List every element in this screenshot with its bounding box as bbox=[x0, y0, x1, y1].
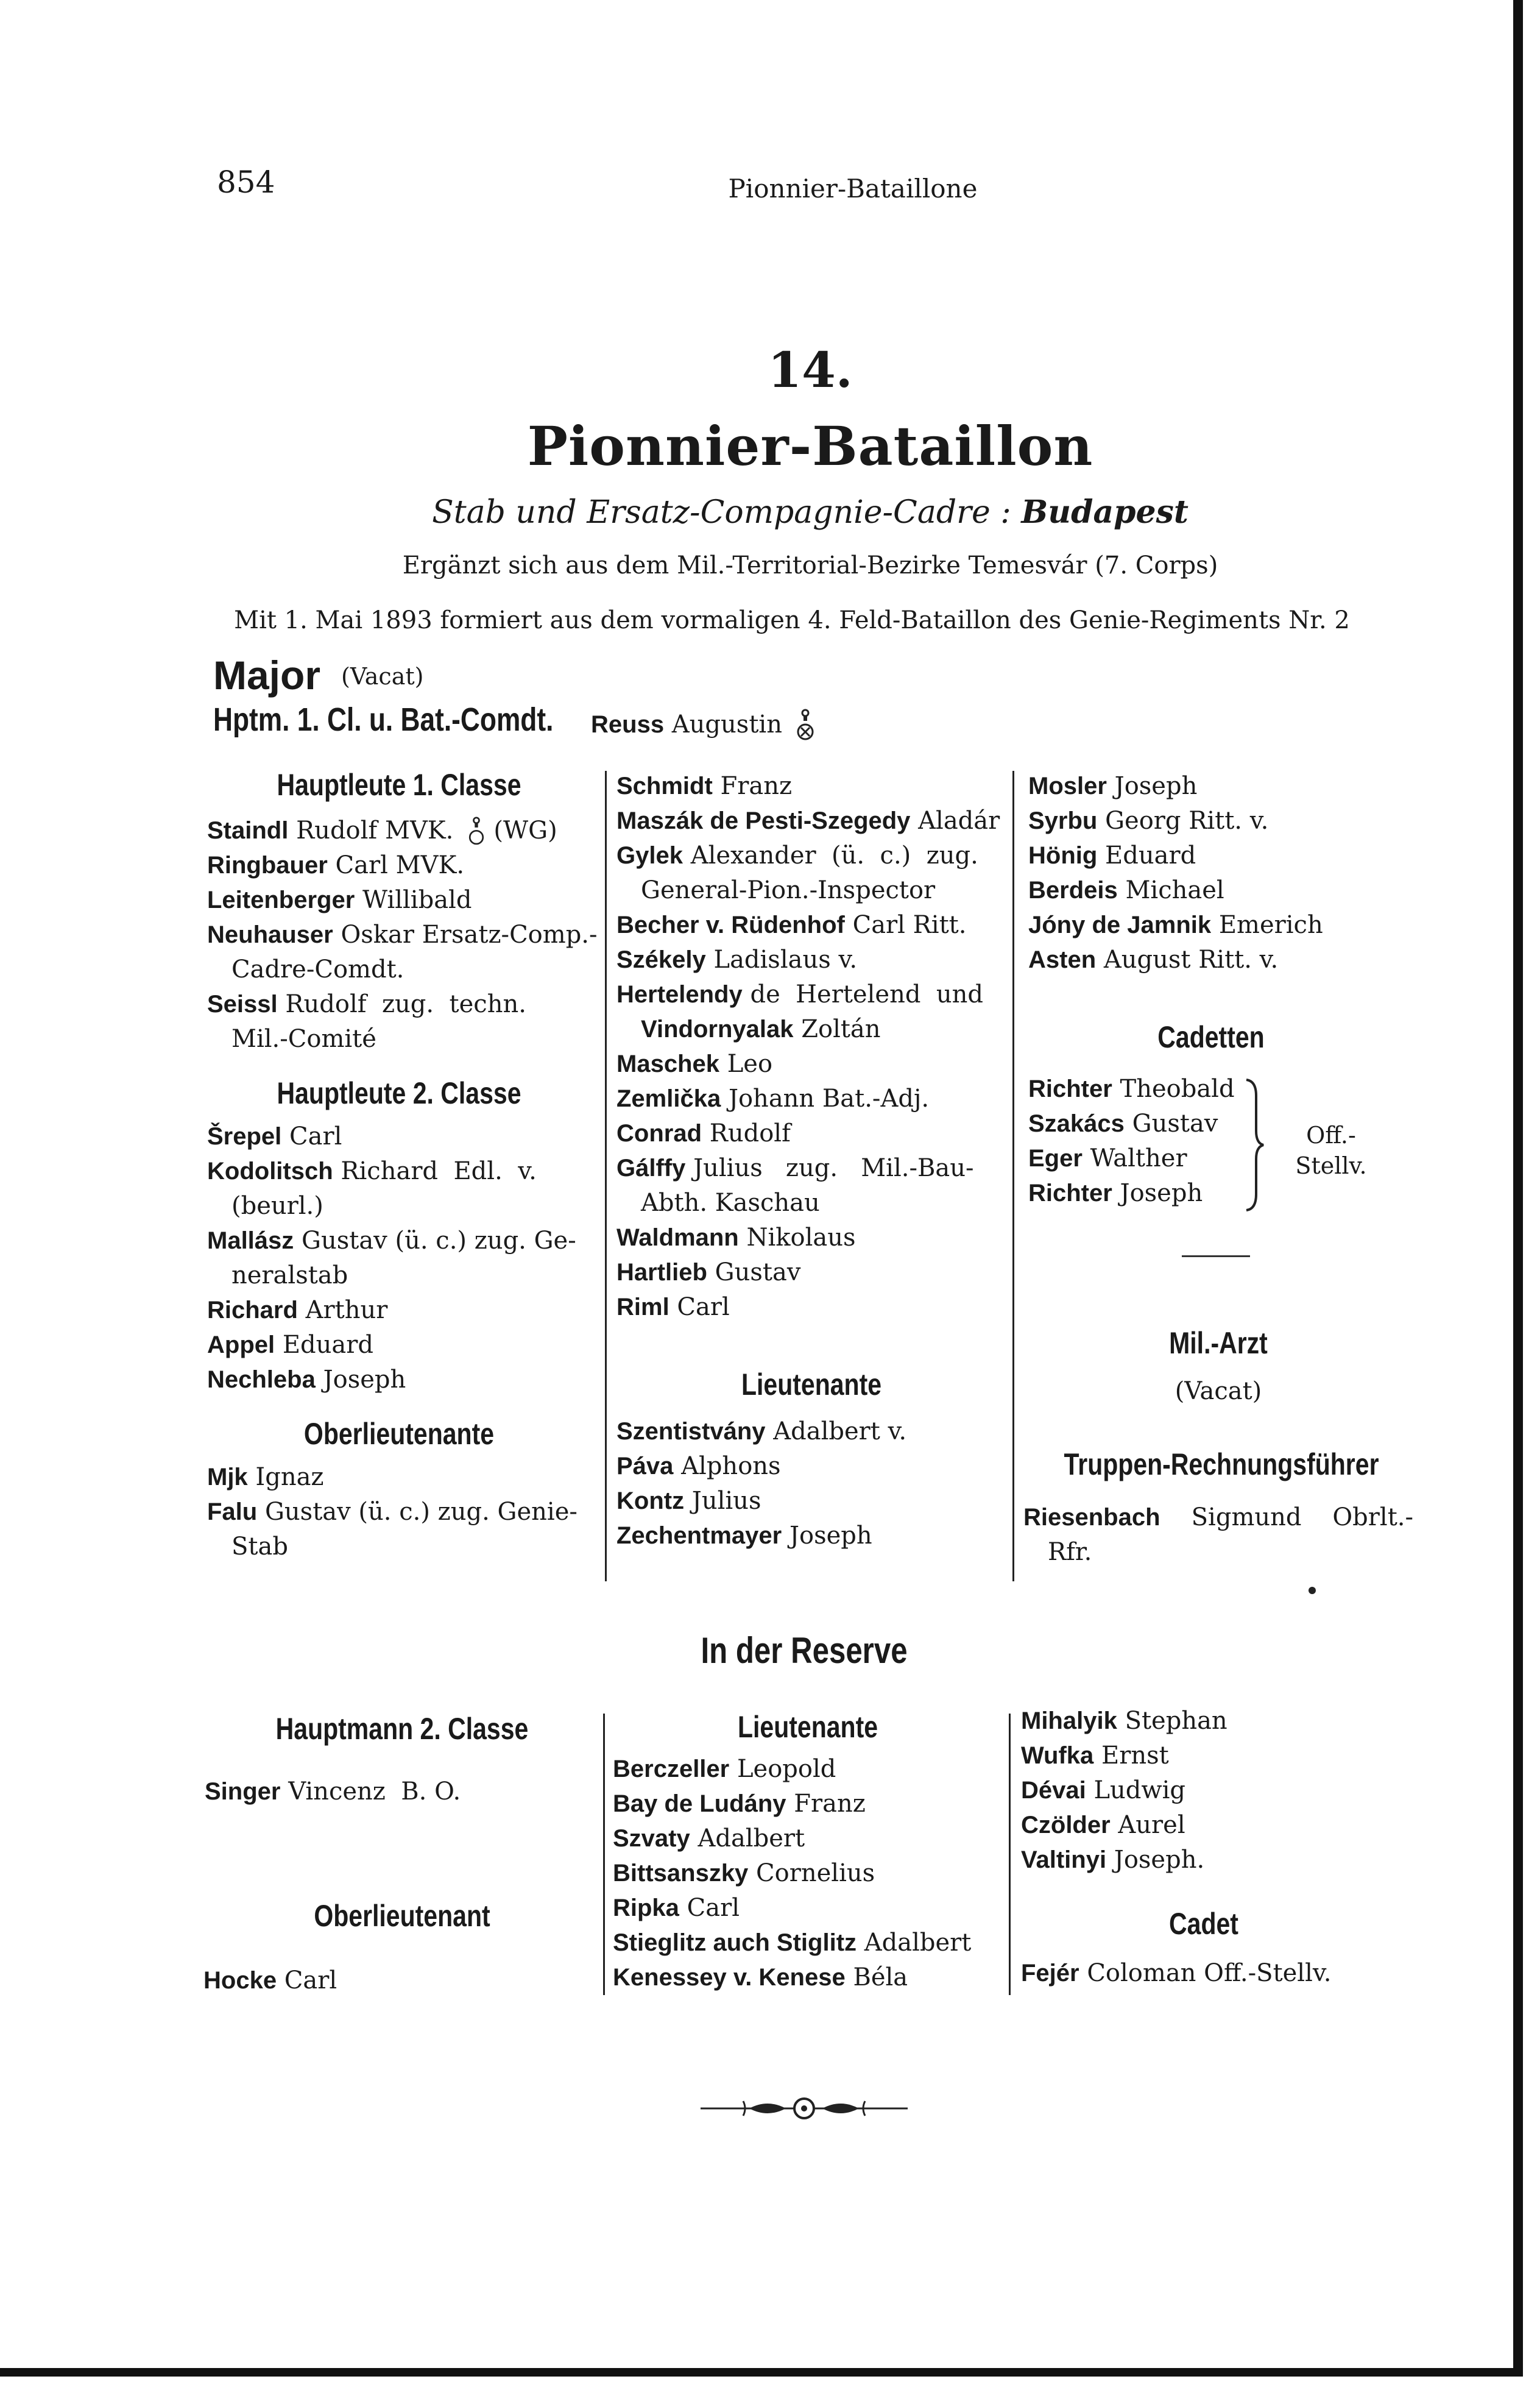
list-item bbox=[207, 1293, 591, 1328]
surname: Kontz bbox=[616, 1487, 685, 1514]
list-item bbox=[1028, 908, 1418, 943]
given-name: Alphons bbox=[681, 1452, 781, 1480]
list-item bbox=[613, 1752, 1003, 1787]
list-item bbox=[207, 1363, 591, 1397]
surname: Leitenberger bbox=[207, 887, 355, 913]
stellv-line-2: Stellv. bbox=[1295, 1152, 1367, 1179]
surname: Bittsanszky bbox=[613, 1860, 749, 1887]
ornament-icon bbox=[701, 2090, 908, 2127]
list-item bbox=[613, 1960, 1003, 1995]
mil-arzt-value: (Vacat) bbox=[1174, 1377, 1262, 1405]
surname-wrap bbox=[1023, 1500, 1160, 1535]
surname: Kenessey v. Kenese bbox=[613, 1964, 846, 1991]
surname: Zemlička bbox=[616, 1085, 721, 1112]
given-name: Joseph bbox=[323, 1366, 406, 1394]
list-item: Abth. Kaschau bbox=[641, 1189, 820, 1217]
hauptleute-1-list bbox=[207, 814, 598, 1057]
list-item bbox=[616, 908, 1006, 943]
given-name: de Hertelend und bbox=[750, 980, 983, 1009]
list-item bbox=[616, 1221, 1006, 1255]
heading-reserve-hauptmann: Hauptmann 2. Classe bbox=[275, 1712, 529, 1746]
lieutenante-list bbox=[616, 1414, 1006, 1553]
surname: Staindl bbox=[207, 817, 289, 844]
given-name: Adalbert v. bbox=[773, 1417, 907, 1445]
hauptleute-2-list bbox=[207, 1119, 591, 1397]
surname: Mosler bbox=[1028, 773, 1107, 799]
list-item bbox=[613, 1891, 1003, 1926]
heading-cadetten: Cadetten bbox=[1157, 1020, 1265, 1054]
page-number: 854 bbox=[217, 165, 275, 200]
hptm-label: Hptm. 1. Cl. u. Bat.-Comdt. bbox=[213, 701, 554, 738]
surname: Gylek bbox=[616, 842, 683, 869]
reserve-hauptmann-line bbox=[205, 1774, 595, 1809]
given-name: Aladár bbox=[918, 807, 1000, 835]
major-label: Major bbox=[213, 653, 321, 698]
given-name: Rudolf zug. techn. bbox=[285, 990, 526, 1018]
surname: Kodolitsch bbox=[207, 1158, 333, 1185]
list-item bbox=[1028, 838, 1418, 873]
erganzt-line: Ergänzt sich aus dem Mil.-Territorial-Bezirke Temesvár (7. Corps) bbox=[402, 551, 1218, 580]
surname: Berdeis bbox=[1028, 877, 1118, 904]
list-item bbox=[613, 1856, 1003, 1891]
list-item: neralstab bbox=[231, 1261, 348, 1289]
oberlieutenante-list bbox=[207, 1460, 591, 1564]
truppen-cont: Rfr. bbox=[1048, 1538, 1092, 1566]
surname: Ringbauer bbox=[207, 852, 328, 879]
surname: Ripka bbox=[613, 1895, 679, 1921]
surname: Riesenbach bbox=[1023, 1504, 1160, 1531]
heading-oberlieutenante: Oberlieutenante bbox=[303, 1417, 495, 1451]
heading-reserve-lieutenante: Lieutenante bbox=[737, 1710, 878, 1744]
ink-dot bbox=[1309, 1587, 1316, 1594]
list-item bbox=[207, 1154, 591, 1189]
truppen-name bbox=[1023, 1500, 1413, 1535]
surname: Singer bbox=[205, 1778, 281, 1805]
reserve-col3-list bbox=[1021, 1704, 1411, 1877]
list-item bbox=[207, 1460, 591, 1495]
given-name: Franz bbox=[794, 1790, 866, 1818]
heading-reserve-cadet: Cadet bbox=[1169, 1907, 1238, 1941]
list-item bbox=[616, 1449, 1006, 1484]
given-name: Ladislaus v. bbox=[713, 946, 858, 974]
order-decoration-icon bbox=[468, 817, 485, 848]
list-item bbox=[616, 838, 1006, 873]
unit-title: Pionnier-Bataillon bbox=[527, 414, 1093, 478]
reserve-column-3 bbox=[1021, 1704, 1411, 1991]
given-name: Rudolf MVK. bbox=[296, 817, 454, 845]
list-item bbox=[1028, 943, 1418, 977]
given-name: Gustav bbox=[1132, 1110, 1218, 1138]
list-item bbox=[616, 943, 1006, 977]
list-item bbox=[1028, 769, 1418, 804]
heading-truppen-rechnungsfuehrer: Truppen-Rechnungsführer bbox=[1064, 1447, 1379, 1481]
list-item bbox=[207, 987, 591, 1022]
list-item bbox=[616, 1047, 1006, 1082]
surname: Šrepel bbox=[207, 1123, 282, 1150]
given-name: Carl Ritt. bbox=[852, 911, 967, 939]
given-name: Nikolaus bbox=[746, 1224, 856, 1252]
list-item bbox=[616, 769, 1006, 804]
list-item bbox=[1028, 804, 1418, 838]
stellv-line-1: Off.- bbox=[1306, 1122, 1356, 1149]
reserve-lieutenante-list bbox=[613, 1752, 1003, 1995]
list-item bbox=[613, 1926, 1003, 1960]
list-item bbox=[1028, 873, 1418, 908]
surname: Conrad bbox=[616, 1120, 702, 1147]
unit-number: 14. bbox=[768, 341, 853, 399]
heading-lieutenante: Lieutenante bbox=[741, 1367, 882, 1402]
surname: Szentistvány bbox=[616, 1418, 766, 1445]
list-item bbox=[207, 883, 591, 918]
given-name: Emerich bbox=[1218, 911, 1323, 939]
surname: Jóny de Jamnik bbox=[1028, 912, 1212, 938]
list-item bbox=[207, 848, 591, 883]
surname: Berczeller bbox=[613, 1756, 730, 1782]
stab-city: Budapest bbox=[1021, 494, 1189, 531]
surname: Stieglitz auch Stiglitz bbox=[613, 1929, 857, 1956]
commander-name bbox=[591, 709, 814, 744]
surname: Waldmann bbox=[616, 1224, 739, 1251]
commander-firstname: Augustin bbox=[671, 711, 782, 739]
heading-reserve-oberlieutenant: Oberlieutenant bbox=[314, 1899, 490, 1933]
given-name: Carl bbox=[677, 1293, 730, 1321]
list-item: (beurl.) bbox=[231, 1192, 323, 1220]
heading-hauptleute-2: Hauptleute 2. Classe bbox=[277, 1076, 521, 1110]
given-name: Eduard bbox=[282, 1331, 373, 1359]
surname: Hönig bbox=[1028, 842, 1098, 869]
list-item bbox=[616, 1519, 1006, 1553]
given-name: Gustav bbox=[715, 1258, 801, 1286]
list-item bbox=[613, 1787, 1003, 1821]
reserve-cadet-line bbox=[1021, 1956, 1411, 1991]
separator-rule bbox=[1182, 1255, 1250, 1257]
surname: Asten bbox=[1028, 946, 1097, 973]
given-name: Arthur bbox=[305, 1296, 388, 1324]
surname: Hocke bbox=[203, 1967, 277, 1994]
reserve-column-2 bbox=[613, 1710, 1003, 1995]
list-item bbox=[616, 1012, 1006, 1047]
given-name: Ignaz bbox=[255, 1463, 324, 1491]
given-name: Willibald bbox=[362, 886, 472, 914]
given-name: Rudolf bbox=[709, 1119, 791, 1147]
surname: Hertelendy bbox=[616, 981, 743, 1008]
given-name: Joseph bbox=[1114, 772, 1198, 800]
surname: Maschek bbox=[616, 1051, 719, 1077]
commander-surname: Reuss bbox=[591, 711, 665, 738]
list-item bbox=[1021, 1704, 1411, 1739]
heading-hauptleute-1: Hauptleute 1. Classe bbox=[277, 768, 521, 802]
list-item bbox=[616, 977, 1006, 1012]
list-item: Mil.-Comité bbox=[231, 1025, 376, 1053]
stab-line bbox=[378, 494, 1243, 531]
surname: Richter bbox=[1028, 1180, 1112, 1207]
given-name: Carl bbox=[289, 1122, 342, 1150]
surname: Maszák de Pesti-Szegedy bbox=[616, 807, 911, 834]
award-tail: (WG) bbox=[493, 817, 557, 845]
given-name: Adalbert bbox=[864, 1929, 972, 1957]
given-name: Alexander (ü. c.) zug. bbox=[690, 842, 978, 870]
list-item bbox=[616, 1151, 1006, 1186]
given-name: Carl MVK. bbox=[335, 851, 465, 879]
formiert-line: Mit 1. Mai 1893 formiert aus dem vormaligen 4. Feld-Bataillon des Genie-Regiments Nr. 2 bbox=[234, 606, 1350, 634]
running-title: Pionnier-Bataillone bbox=[728, 174, 978, 204]
surname: Fejér bbox=[1021, 1960, 1079, 1987]
given-name: Stephan bbox=[1125, 1707, 1227, 1735]
given-name: Georg Ritt. v. bbox=[1105, 807, 1269, 835]
given-name: Michael bbox=[1125, 876, 1224, 904]
heading-reserve: In der Reserve bbox=[701, 1630, 908, 1671]
list-item: Stab bbox=[231, 1533, 288, 1561]
surname: Richter bbox=[1028, 1076, 1112, 1102]
list-item bbox=[207, 918, 598, 952]
list-item bbox=[1021, 1739, 1411, 1773]
given-name: Ernst bbox=[1101, 1742, 1169, 1770]
given-name: August Ritt. v. bbox=[1103, 946, 1279, 974]
surname: Hartlieb bbox=[616, 1259, 707, 1286]
surname: Syrbu bbox=[1028, 807, 1098, 834]
given-name: Theobald bbox=[1120, 1075, 1235, 1103]
reserve-hauptmann-entry bbox=[205, 1774, 595, 1809]
given-name: Joseph. bbox=[1114, 1846, 1205, 1874]
surname: Appel bbox=[207, 1331, 275, 1358]
surname: Neuhauser bbox=[207, 921, 333, 948]
surname: Schmidt bbox=[616, 773, 713, 799]
given-name: Béla bbox=[853, 1963, 908, 1991]
hauptleute-continued-list bbox=[616, 769, 1006, 1325]
surname: Becher v. Rüdenhof bbox=[616, 912, 845, 938]
surname: Dévai bbox=[1021, 1777, 1086, 1804]
surname: Szakács bbox=[1028, 1110, 1125, 1137]
surname: Vindornyalak bbox=[641, 1016, 794, 1043]
truppen-rest: Sigmund Obrlt.- bbox=[1191, 1503, 1413, 1531]
given-name: Adalbert bbox=[698, 1824, 805, 1852]
list-item bbox=[616, 1414, 1006, 1449]
list-item bbox=[207, 1495, 591, 1530]
given-name: Eduard bbox=[1105, 842, 1196, 870]
surname: Mihalyik bbox=[1021, 1707, 1117, 1734]
column-divider bbox=[605, 771, 607, 1581]
column-2 bbox=[616, 769, 1006, 1553]
surname: Seissl bbox=[207, 991, 278, 1018]
given-name: Gustav (ü. c.) zug. Genie- bbox=[264, 1498, 578, 1526]
list-item: Cadre-Comdt. bbox=[231, 955, 404, 984]
column-divider bbox=[1009, 1714, 1011, 1995]
list-item bbox=[616, 1255, 1006, 1290]
given-name: Ludwig bbox=[1093, 1776, 1186, 1804]
surname: Páva bbox=[616, 1453, 674, 1480]
surname: Bay de Ludány bbox=[613, 1790, 786, 1817]
list-item: General-Pion.-Inspector bbox=[641, 876, 936, 904]
brace bbox=[1243, 1077, 1267, 1213]
given-name: Joseph bbox=[1120, 1179, 1203, 1207]
list-item bbox=[616, 1116, 1006, 1151]
list-item bbox=[1021, 1808, 1411, 1843]
given-name: Carl bbox=[687, 1894, 740, 1922]
given-name: Franz bbox=[720, 772, 793, 800]
column-divider bbox=[603, 1714, 605, 1995]
surname: Szvaty bbox=[613, 1825, 690, 1852]
surname: Székely bbox=[616, 946, 706, 973]
list-item bbox=[616, 804, 1006, 838]
list-item bbox=[613, 1821, 1003, 1856]
list-item bbox=[616, 1082, 1006, 1116]
given-name: Richard Edl. v. bbox=[341, 1157, 537, 1185]
list-item bbox=[616, 1484, 1006, 1519]
rest: Coloman Off.-Stellv. bbox=[1087, 1959, 1332, 1987]
reserve-oberlieutenant-line bbox=[203, 1963, 593, 1998]
given-name: Julius zug. Mil.-Bau- bbox=[693, 1154, 974, 1182]
list-item bbox=[1021, 1773, 1411, 1808]
surname: Gálffy bbox=[616, 1155, 686, 1182]
list-item bbox=[1021, 1843, 1411, 1877]
column-divider bbox=[1012, 771, 1014, 1581]
surname: Richard bbox=[207, 1297, 298, 1324]
list-item bbox=[616, 1290, 1006, 1325]
column-1 bbox=[207, 768, 598, 1564]
stab-prefix: Stab und Ersatz-Compagnie-Cadre : bbox=[432, 494, 1011, 531]
given-name: Cornelius bbox=[756, 1859, 875, 1887]
surname: Zechentmayer bbox=[616, 1522, 782, 1549]
given-name: Leopold bbox=[736, 1755, 836, 1783]
list-item bbox=[207, 1328, 591, 1363]
list-item bbox=[207, 1119, 591, 1154]
given-name: Joseph bbox=[789, 1522, 872, 1550]
off-stellv-label bbox=[1285, 1120, 1377, 1181]
rest: Vincenz B. O. bbox=[288, 1778, 461, 1806]
list-item bbox=[207, 814, 591, 848]
major-value: (Vacat) bbox=[341, 663, 424, 690]
surname: Eger bbox=[1028, 1145, 1083, 1172]
given-name: Johann Bat.-Adj. bbox=[728, 1085, 930, 1113]
truppen-entry bbox=[1023, 1500, 1413, 1570]
given-name: Julius bbox=[691, 1487, 761, 1515]
surname: Falu bbox=[207, 1498, 258, 1525]
given-name: Zoltán bbox=[801, 1015, 881, 1043]
surname: Mjk bbox=[207, 1464, 248, 1491]
oberlieutenante-continued-list bbox=[1028, 769, 1418, 977]
surname: Mallász bbox=[207, 1227, 294, 1254]
heading-mil-arzt: Mil.-Arzt bbox=[1169, 1326, 1268, 1360]
rest: Carl bbox=[284, 1966, 337, 1994]
given-name: Walther bbox=[1090, 1144, 1187, 1172]
given-name: Aurel bbox=[1118, 1811, 1185, 1839]
given-name: Leo bbox=[727, 1050, 773, 1078]
surname: Nechleba bbox=[207, 1366, 316, 1393]
surname: Valtinyi bbox=[1021, 1846, 1107, 1873]
surname: Wufka bbox=[1021, 1742, 1094, 1769]
list-item bbox=[207, 1224, 591, 1258]
surname: Czölder bbox=[1021, 1812, 1111, 1838]
given-name: Oskar Ersatz-Comp.- bbox=[341, 921, 598, 949]
reserve-oberlieutenant-entry bbox=[203, 1963, 593, 1998]
given-name: Gustav (ü. c.) zug. Ge- bbox=[302, 1227, 576, 1255]
surname: Riml bbox=[616, 1294, 669, 1321]
order-decoration-icon bbox=[796, 709, 814, 744]
